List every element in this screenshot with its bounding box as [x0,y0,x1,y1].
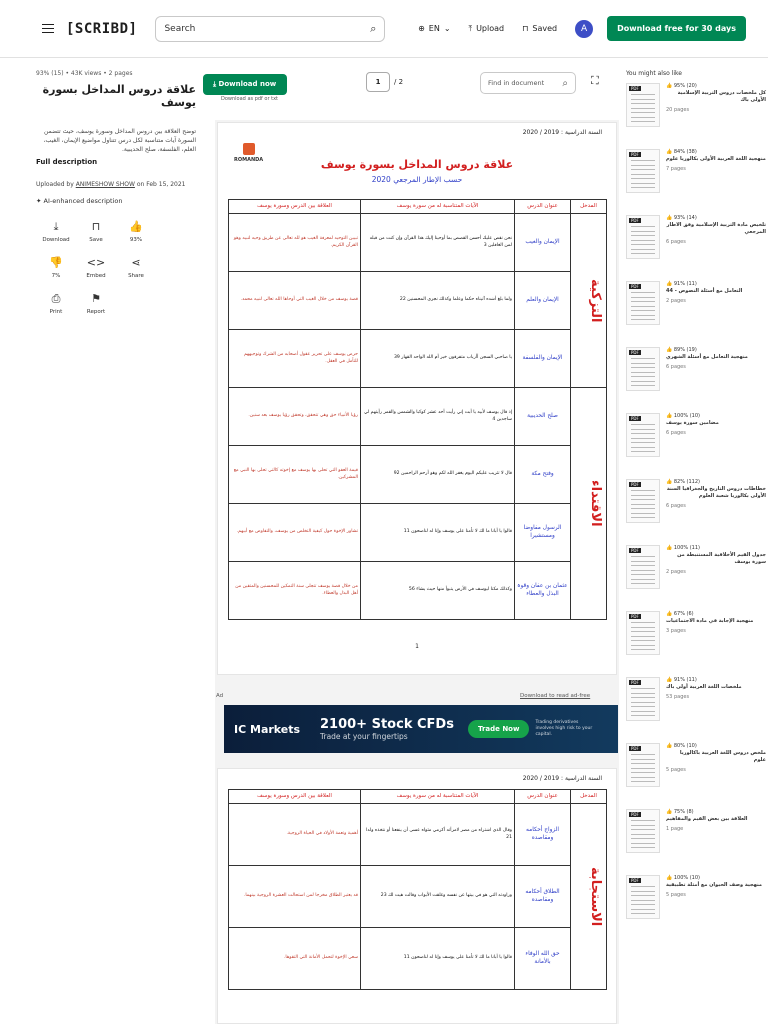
recommended-doc[interactable] [626,215,766,281]
page-subtitle: حسب الإطار المرجعي 2020 [371,175,463,184]
page-count: 20 pages [666,107,690,113]
lesson-title: الرسول مفاوضا ومستشيرا [515,504,571,562]
page-logo: ROMANDA [234,143,263,163]
share-icon: ⋖ [131,256,141,269]
madkhal-cell: الاقتداء [571,388,607,620]
table-header-cell: عنوان الدرس [515,790,571,804]
thumbs-up-icon: 👍 [666,479,673,485]
relation-cell: حرص يوسف على تحرير عقول أصحابه من الشرك وتوجيههم للتأمل في العقل. [229,330,361,388]
relation-cell: تبيين التوحيد لمعرفة الغيب هو لله تعالى عن طريق وحيه لنبيه وهو القرآن الكريم. [229,214,361,272]
lessons-table [228,789,607,990]
pdf-badge: PDF [631,548,639,553]
doc-thumbnail[interactable] [626,281,660,325]
doc-thumbnail[interactable] [626,83,660,127]
doc-thumbnail[interactable] [626,215,660,259]
lesson-title: الإيمان والعلم [515,272,571,330]
thumbs-up-icon: 👍 [129,220,143,233]
lessons-table [228,199,607,620]
pdf-badge: PDF [631,86,639,91]
relation-cell: قصة يوسف من خلال الغيب التي أوحاها الله تعالى لنبيه محمد. [229,272,361,330]
verse-cell: وقال الذي اشتراه من مصر لامرأته أكرمي مثواه عسى أن ينفعنا أو نتخذه ولدا 21 [361,804,515,866]
page-count: 2 pages [666,298,686,304]
verse-cell: يا صاحبي السجن أأرباب متفرقون خير أم الله الواحد القهار 39 [361,330,515,388]
rating: 👍 84% (38) [666,149,697,155]
rating: 👍 95% (20) [666,83,697,89]
page-count: 1 page [666,826,684,832]
recommended-title[interactable]: منهجية اللغة العربية الأولى بكالوريا علوم [666,156,766,162]
page-input[interactable]: 1 [366,72,390,92]
print-action[interactable]: ⎙ Print [49,292,63,315]
pdf-badge: PDF [631,680,639,685]
recommended-title[interactable]: تلخيص مادة التربية الإسلامية وفق الاطار المرجعي [666,222,766,235]
recommended-title[interactable]: منهجية الإجابة في مادة الاجتماعيات [666,618,754,624]
report-action[interactable]: ⚑ Report [86,292,106,315]
table-row [229,388,607,446]
language-selector[interactable]: ⊕ EN ⌄ [418,24,451,33]
rating: 👍 93% (14) [666,215,697,221]
verse-cell: قالوا يا أبانا ما لك لا تأمنا على يوسف وإنا له لناصحون 11 [361,928,515,990]
recommended-title[interactable]: التعامل مع أسئلة النصوص - 44 [666,288,743,294]
page-count: 6 pages [666,239,686,245]
chevron-down-icon: ⌄ [443,24,451,33]
thumbs-down-icon: 👎 [49,256,63,269]
embed-action[interactable]: <> Embed [86,256,106,279]
thumbs-up-icon: 👍 [666,281,673,287]
recommendations-title: You might also like [626,70,682,77]
thumbs-up-icon: 👍 [666,83,673,89]
lesson-title: صلح الحديبية [515,388,571,446]
doc-thumbnail[interactable] [626,875,660,919]
search-input[interactable] [155,16,385,42]
recommended-title[interactable]: خطاطات دروس التاريخ والجغرافيا السنة الأولى بكالوريا شعبة العلوم [666,486,766,499]
ad-label: Ad [216,693,224,699]
ad-banner[interactable] [224,705,618,753]
table-row [229,272,607,330]
ad-cta-button[interactable]: Trade Now [468,720,530,738]
table-row [229,562,607,620]
download-icon: ⤓ [53,220,59,233]
relation-cell: قد يعتبر الطلاق مخرجا لمن استحالت العشرة الزوجية بينهما. [229,866,361,928]
pdf-badge: PDF [631,152,639,157]
doc-thumbnail[interactable] [626,743,660,787]
recommended-title[interactable]: مضامين سورة يوسف [666,420,719,426]
lesson-title: الإيمان والفلسفة [515,330,571,388]
recommended-title[interactable]: ملخصات اللغة العربية أولى باك [666,684,742,690]
save-action[interactable]: ⊓ Save [89,220,103,243]
bookmark-icon: ⊓ [522,24,529,33]
pdf-badge: PDF [631,812,639,817]
ad-free-link[interactable]: Download to read ad-free [520,693,591,699]
pdf-badge: PDF [631,614,639,619]
doc-thumbnail[interactable] [626,347,660,391]
verse-cell: قالوا يا أبانا ما لك لا تأمنا على يوسف وإنا له لناصحون 11 [361,504,515,562]
full-description-link[interactable]: Full description [36,158,98,166]
lesson-title: عثمان بن عفان وقوة البذل والعطاء [515,562,571,620]
table-row [229,504,607,562]
doc-thumbnail[interactable] [626,677,660,721]
doc-description: توضح العلاقة بين دروس المداخل وسورة يوسف، حيث تتضمن السورة آيات متناسبة لكل درس تتناول مواضيع الإيمان، الغيب، العلم، الفلسفة، صلح الحديبية. [43,128,196,153]
verse-cell: إذ قال يوسف لأبيه يا أبت إني رأيت أحد عشر كوكبا والشمس والقمر رأيتهم لي ساجدين 4 [361,388,515,446]
page-count: 6 pages [666,364,686,370]
rating: 👍 91% (11) [666,281,697,287]
document-page-1 [217,122,617,675]
table-header-cell: المدخل [571,790,607,804]
embed-icon: <> [86,256,106,269]
verse-cell: وراودته التي هو في بيتها عن نفسه وغلقت الأبواب وقالت هيت لك 23 [361,866,515,928]
recommended-doc[interactable] [626,413,766,479]
top-bar [0,0,768,58]
document-info-panel [36,70,196,315]
page-count: 53 pages [666,694,690,700]
search-icon[interactable]: ⌕ [562,77,568,89]
madkhal-cell: الاستجابة [571,804,607,990]
saved-button[interactable]: ⊓ Saved [522,24,558,33]
relation-cell: سعي الإخوة لتحمل الأمانة التي التقوها. [229,928,361,990]
school-year: السنة الدراسية : 2019 / 2020 [522,775,602,782]
recommended-doc[interactable] [626,809,766,875]
scribd-logo[interactable]: [SCRIBD] [66,20,138,37]
recommended-title[interactable]: منهجية التعامل مع أسئلة الشهري [666,354,748,360]
relation-cell: تشاور الإخوة حول كيفية التخلص من يوسف، والتفاوض مع أبيهم. [229,504,361,562]
thumbs-up-icon: 👍 [666,215,673,221]
pdf-badge: PDF [631,416,639,421]
relation-cell: رؤيا الأنبياء حق وهي تتحقق، وتحقق رؤيا يوسف بعد سنين. [229,388,361,446]
madkhal-cell: التزكية [571,214,607,388]
table-header-cell: الآيات المتناسبة له من سورة يوسف [361,200,515,214]
uploader-info: Uploaded by ANIMESHOW SHOW on Feb 15, 2021 [36,181,186,188]
ad-subline: Trade at your fingertips [320,732,408,741]
relation-cell: قيمة العفو التي تحلى بها يوسف مع إخوته كالتي تحلى بها النبي مع المشركين. [229,446,361,504]
table-row [229,928,607,990]
table-header [229,200,607,214]
recommended-title[interactable]: العلاقة بين بعض القيم والمفاهيم [666,816,748,822]
recommended-doc[interactable] [626,281,766,347]
table-header-cell: المدخل [571,200,607,214]
thumbs-up-icon: 👍 [666,347,673,353]
lesson-title: الإيمان والغيب [515,214,571,272]
page-count: 5 pages [666,892,686,898]
avatar[interactable]: A [575,20,593,38]
recommended-title[interactable]: كل ملخصات دروس التربية الإسلامية الأولى باك [677,90,766,103]
download-action[interactable]: ⤓ Download [42,220,70,243]
document-viewer[interactable] [215,120,619,1024]
table-row [229,330,607,388]
table-row [229,446,607,504]
download-now-button[interactable]: ⤓ Download now [203,74,287,95]
action-grid [36,221,196,315]
recommended-doc[interactable] [626,83,766,149]
recommended-doc[interactable] [626,677,766,743]
relation-cell: من خلال قصة يوسف تتجلى سنة التمكين للمحسنين والمتقين من أهل البذل والعطاء. [229,562,361,620]
pdf-badge: PDF [631,284,639,289]
doc-thumbnail[interactable] [626,413,660,457]
table-header-cell: عنوان الدرس [515,200,571,214]
lesson-title: الزواج أحكامه ومقاصده [515,804,571,866]
table-header-cell: الآيات المتناسبة له من سورة يوسف [361,790,515,804]
recommended-doc[interactable] [626,479,766,545]
page-title: علاقة دروس المداخل بسورة يوسف [320,158,514,171]
thumbs-up-icon: 👍 [666,611,673,617]
relation-cell: أهمية وتعمة الأولاد في الحياة الزوجية. [229,804,361,866]
rating: 👍 67% (6) [666,611,694,617]
table-header [229,790,607,804]
sparkle-icon: ✦ [36,197,42,205]
page-count: 6 pages [666,430,686,436]
recommended-title[interactable]: ملخص دروس اللغة العربية باكالوريا علوم [679,750,766,763]
fullscreen-icon[interactable]: ⛶ [591,74,599,87]
doc-thumbnail[interactable] [626,809,660,853]
verse-cell: قال لا تثريب عليكم اليوم يغفر الله لكم وهو أرحم الراحمين 92 [361,446,515,504]
rating: 👍 100% (11) [666,545,700,551]
globe-icon: ⊕ [418,24,425,33]
table-header-cell: العلاقة بين الدرس وسورة يوسف [229,790,361,804]
rating: 👍 80% (10) [666,743,697,749]
table-row [229,804,607,866]
recommended-doc[interactable] [626,347,766,413]
doc-thumbnail[interactable] [626,611,660,655]
menu-icon[interactable] [42,24,54,34]
pdf-badge: PDF [631,878,639,883]
recommended-doc[interactable] [626,149,766,215]
search-icon[interactable]: ⌕ [370,21,377,35]
upload-button[interactable]: ⤒ Upload [468,23,505,33]
thumbs-up-icon: 👍 [666,677,673,683]
rating: 👍 82% (112) [666,479,700,485]
document-page-2 [217,768,617,1024]
page-total: / 2 [394,78,404,86]
thumbs-up-icon: 👍 [666,413,673,419]
recommended-doc[interactable] [626,611,766,677]
lesson-title: وفتح مكة [515,446,571,504]
download-subtext: Download as pdf or txt [221,96,278,102]
recommended-title[interactable]: منهجية وصف الحيوان مع أمثلة تطبيقية [666,882,763,888]
pdf-badge: PDF [631,350,639,355]
verse-cell: نحن نقص عليك أحسن القصص بما أوحينا إليك هذا القرآن وإن كنت من قبله لمن الغافلين 3 [361,214,515,272]
pdf-badge: PDF [631,746,639,751]
verse-cell: ولما بلغ أشده آتيناه حكما وعلما وكذلك نجزي المحسنين 22 [361,272,515,330]
page-count: 6 pages [666,503,686,509]
print-icon: ⎙ [51,292,61,305]
bookmark-icon: ⊓ [91,220,101,233]
doc-thumbnail[interactable] [626,149,660,193]
share-action[interactable]: ⋖ Share [128,256,144,279]
pdf-badge: PDF [631,218,639,223]
page-number: 1 [415,643,419,650]
thumbs-up-icon: 👍 [666,875,673,881]
download-icon: ⤓ [213,79,219,88]
download-free-button[interactable]: Download free for 30 days [607,16,746,41]
page-navigator [366,72,403,92]
recommended-doc[interactable] [626,875,766,941]
doc-thumbnail[interactable] [626,545,660,589]
page-count: 5 pages [666,767,686,773]
recommended-doc[interactable] [626,545,766,611]
page-count: 2 pages [666,569,686,575]
rating: 👍 89% (19) [666,347,697,353]
thumbs-up-icon: 👍 [666,545,673,551]
rating: 👍 100% (10) [666,413,700,419]
thumbs-up-icon: 👍 [666,743,673,749]
7--action[interactable]: 👎 7% [49,256,63,279]
find-in-document-input[interactable]: Find in document ⌕ [480,72,576,94]
verse-cell: وكذلك مكنا ليوسف في الأرض يتبوأ منها حيث يشاء 56 [361,562,515,620]
ai-description[interactable]: ✦ AI-enhanced description [36,197,123,205]
ad-brand: IC Markets [234,722,301,736]
rating: 👍 75% (8) [666,809,694,815]
table-row [229,214,607,272]
school-year: السنة الدراسية : 2019 / 2020 [522,129,602,136]
93--action[interactable]: 👍 93% [129,220,143,243]
uploader-link[interactable]: ANIMESHOW SHOW [75,181,135,188]
doc-title: علاقة دروس المداخل بسورة يوسف [42,83,196,109]
viewer-toolbar [203,64,613,104]
recommended-title[interactable]: جدول القيم الأخلاقية المستنبطة من سورة يوسف [677,552,766,565]
upload-icon: ⤒ [468,23,473,33]
recommendations-sidebar [626,70,766,941]
table-row [229,866,607,928]
thumbs-up-icon: 👍 [666,149,673,155]
thumbs-up-icon: 👍 [666,809,673,815]
ad-headline: 2100+ Stock CFDs [320,717,454,732]
table-header-cell: العلاقة بين الدرس وسورة يوسف [229,200,361,214]
lesson-title: الطلاق أحكامه ومقاصده [515,866,571,928]
search-placeholder: Search [164,23,196,34]
rating: 👍 100% (10) [666,875,700,881]
page-count: 3 pages [666,628,686,634]
rating: 👍 91% (11) [666,677,697,683]
ad-risk-text: Trading derivatives involves high risk to your capital. [535,720,593,737]
lesson-title: حق الله الوفاء بالأمانة [515,928,571,990]
page-count: 7 pages [666,166,686,172]
doc-thumbnail[interactable] [626,479,660,523]
doc-stats: 93% (15) • 43K views • 2 pages [36,70,133,77]
recommended-doc[interactable] [626,743,766,809]
flag-icon: ⚑ [91,292,101,305]
pdf-badge: PDF [631,482,639,487]
